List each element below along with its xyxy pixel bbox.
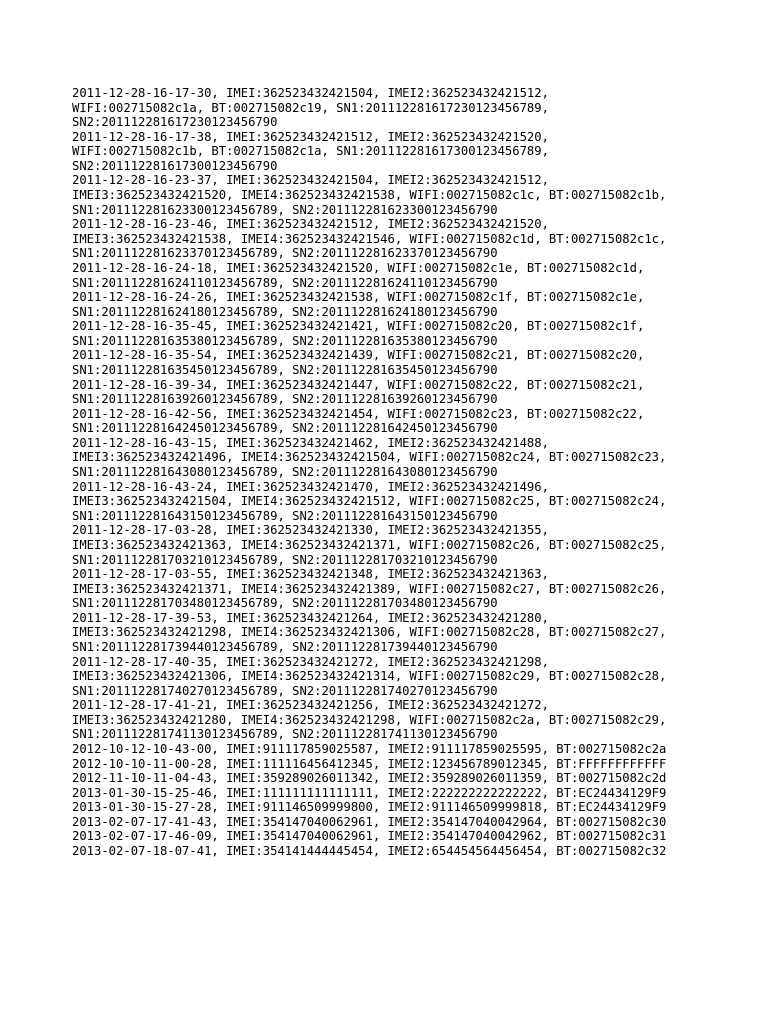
log-line: SN1:201112281635450123456789, SN2:201112281635450123456790 [72,362,498,377]
log-line: 2011-12-28-16-35-45, IMEI:362523432421421, WIFI:002715082c20, BT:002715082c1f, [72,319,645,334]
log-line: 2011-12-28-17-40-35, IMEI:362523432421272, IMEI2:362523432421298, [72,654,549,669]
log-line: 2011-12-28-17-39-53, IMEI:362523432421264, IMEI2:362523432421280, [72,610,549,625]
log-line: WIFI:002715082c1a, BT:002715082c19, SN1:201112281617230123456789, [72,100,549,115]
log-line: 2012-11-10-11-04-43, IMEI:359289026011342, IMEI2:359289026011359, BT:002715082c2d [72,771,667,786]
log-line: SN1:201112281623300123456789, SN2:201112281623300123456790 [72,202,498,217]
log-line: 2011-12-28-16-17-38, IMEI:362523432421512, IMEI2:362523432421520, [72,129,549,144]
log-line: 2013-02-07-17-46-09, IMEI:354147040062961, IMEI2:354147040042962, BT:002715082c31 [72,829,667,844]
log-line: 2012-10-10-11-00-28, IMEI:111116456412345, IMEI2:123456789012345, BT:FFFFFFFFFFFF [72,756,667,771]
log-line: 2012-10-12-10-43-00, IMEI:911117859025587, IMEI2:911117859025595, BT:002715082c2a [72,742,667,757]
log-line: IMEI3:362523432421306, IMEI4:362523432421314, WIFI:002715082c29, BT:002715082c28, [72,669,667,684]
log-document [72,86,762,859]
log-line: SN1:201112281635380123456789, SN2:201112281635380123456790 [72,333,498,348]
log-line: 2011-12-28-16-17-30, IMEI:362523432421504, IMEI2:362523432421512, [72,86,549,100]
log-line: IMEI3:362523432421520, IMEI4:362523432421538, WIFI:002715082c1c, BT:002715082c1b, [72,188,667,203]
log-line: WIFI:002715082c1b, BT:002715082c1a, SN1:201112281617300123456789, [72,144,549,159]
log-line: SN1:201112281643080123456789, SN2:201112281643080123456790 [72,465,498,480]
log-line: IMEI3:362523432421371, IMEI4:362523432421389, WIFI:002715082c27, BT:002715082c26, [72,581,667,596]
log-line: SN1:201112281623370123456789, SN2:201112281623370123456790 [72,246,498,261]
log-line: IMEI3:362523432421538, IMEI4:362523432421546, WIFI:002715082c1d, BT:002715082c1c, [72,231,667,246]
log-line: SN1:201112281741130123456789, SN2:201112281741130123456790 [72,727,498,742]
log-line: 2011-12-28-16-24-26, IMEI:362523432421538, WIFI:002715082c1f, BT:002715082c1e, [72,290,645,305]
log-line: SN1:201112281642450123456789, SN2:201112281642450123456790 [72,421,498,436]
log-line: 2013-01-30-15-25-46, IMEI:111111111111111, IMEI2:222222222222222, BT:EC24434129F9 [72,785,667,800]
log-line: SN1:201112281624180123456789, SN2:201112281624180123456790 [72,304,498,319]
log-line: SN1:201112281643150123456789, SN2:201112281643150123456790 [72,508,498,523]
log-line: IMEI3:362523432421280, IMEI4:362523432421298, WIFI:002715082c2a, BT:002715082c29, [72,712,667,727]
log-line: SN2:201112281617300123456790 [72,158,278,173]
log-line: 2011-12-28-16-35-54, IMEI:362523432421439, WIFI:002715082c21, BT:002715082c20, [72,348,645,363]
log-line: IMEI3:362523432421496, IMEI4:362523432421504, WIFI:002715082c24, BT:002715082c23, [72,450,667,465]
log-line: 2011-12-28-16-39-34, IMEI:362523432421447, WIFI:002715082c22, BT:002715082c21, [72,377,645,392]
log-line: SN1:201112281740270123456789, SN2:201112281740270123456790 [72,683,498,698]
log-line: 2011-12-28-16-24-18, IMEI:362523432421520, WIFI:002715082c1e, BT:002715082c1d, [72,260,645,275]
log-line: 2011-12-28-16-23-37, IMEI:362523432421504, IMEI2:362523432421512, [72,173,549,188]
log-line: 2013-02-07-18-07-41, IMEI:354141444445454, IMEI2:654454564456454, BT:002715082c32 [72,844,667,859]
log-line: 2011-12-28-16-42-56, IMEI:362523432421454, WIFI:002715082c23, BT:002715082c22, [72,406,645,421]
log-line: IMEI3:362523432421298, IMEI4:362523432421306, WIFI:002715082c28, BT:002715082c27, [72,625,667,640]
log-line: 2011-12-28-16-43-24, IMEI:362523432421470, IMEI2:362523432421496, [72,479,549,494]
log-line: 2013-01-30-15-27-28, IMEI:911146509999800, IMEI2:911146509999818, BT:EC24434129F9 [72,800,667,815]
log-line: 2011-12-28-16-43-15, IMEI:362523432421462, IMEI2:362523432421488, [72,435,549,450]
log-line: SN1:201112281624110123456789, SN2:201112281624110123456790 [72,275,498,290]
log-line: SN1:201112281739440123456789, SN2:201112281739440123456790 [72,639,498,654]
log-line: SN1:201112281703210123456789, SN2:201112281703210123456790 [72,552,498,567]
log-line: IMEI3:362523432421363, IMEI4:362523432421371, WIFI:002715082c26, BT:002715082c25, [72,537,667,552]
log-line: 2011-12-28-17-41-21, IMEI:362523432421256, IMEI2:362523432421272, [72,698,549,713]
log-line: 2011-12-28-17-03-28, IMEI:362523432421330, IMEI2:362523432421355, [72,523,549,538]
log-line: SN1:201112281639260123456789, SN2:201112281639260123456790 [72,392,498,407]
log-line: 2011-12-28-16-23-46, IMEI:362523432421512, IMEI2:362523432421520, [72,217,549,232]
log-line: SN1:201112281703480123456789, SN2:201112281703480123456790 [72,596,498,611]
log-line: 2013-02-07-17-41-43, IMEI:354147040062961, IMEI2:354147040042964, BT:002715082c30 [72,814,667,829]
log-line: SN2:201112281617230123456790 [72,115,278,130]
log-line: IMEI3:362523432421504, IMEI4:362523432421512, WIFI:002715082c25, BT:002715082c24, [72,494,667,509]
log-line: 2011-12-28-17-03-55, IMEI:362523432421348, IMEI2:362523432421363, [72,567,549,582]
